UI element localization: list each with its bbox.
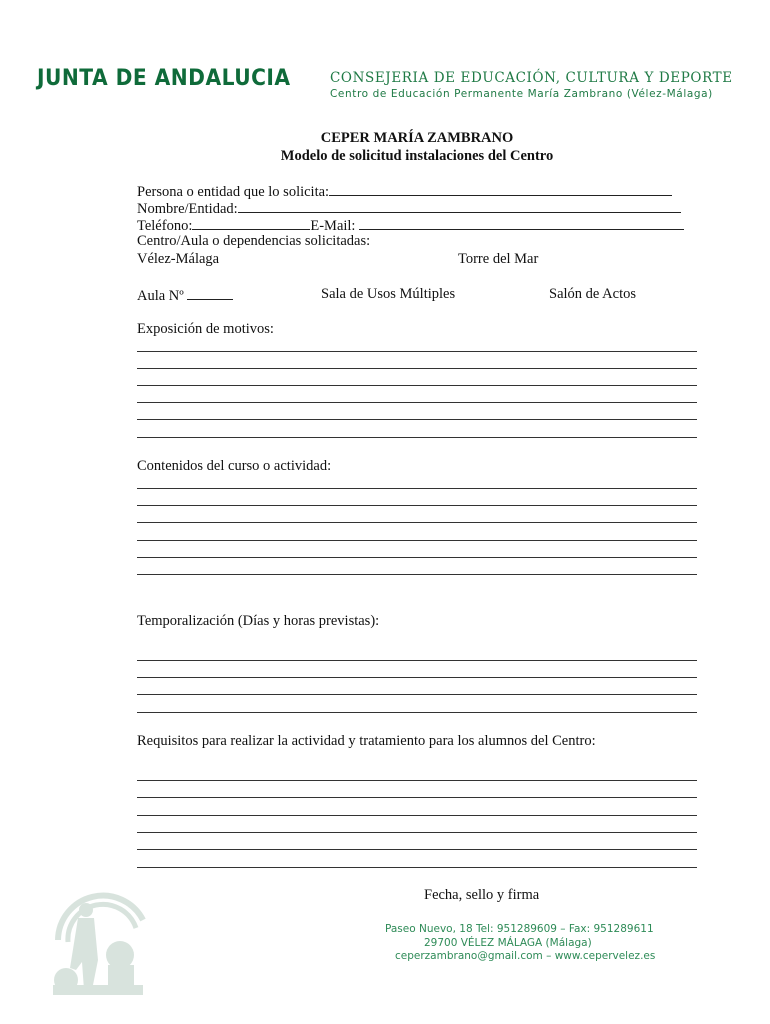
requisitos-line[interactable] [137, 780, 697, 781]
motivos-line[interactable] [137, 351, 697, 352]
temporalizacion-line[interactable] [137, 677, 697, 678]
requisitos-line[interactable] [137, 832, 697, 833]
telefono-blank[interactable] [192, 216, 310, 230]
contenidos-line[interactable] [137, 488, 697, 489]
consejeria-heading: CONSEJERIA DE EDUCACIÓN, CULTURA Y DEPORTE [330, 70, 733, 86]
aula-blank[interactable] [187, 286, 233, 300]
contenidos-heading: Contenidos del curso o actividad: [137, 458, 332, 474]
persona-blank[interactable] [329, 182, 672, 196]
temporalizacion-line[interactable] [137, 712, 697, 713]
signature-label: Fecha, sello y firma [424, 887, 540, 903]
requisitos-line[interactable] [137, 815, 697, 816]
motivos-line[interactable] [137, 419, 697, 420]
option-velez[interactable]: Vélez-Málaga [137, 251, 220, 267]
motivos-line[interactable] [137, 385, 697, 386]
persona-label: Persona o entidad que lo solicita: [137, 184, 330, 200]
email-label: E-Mail: [310, 218, 356, 234]
temporalizacion-heading: Temporalización (Días y horas previstas): [137, 613, 380, 629]
requisitos-line[interactable] [137, 867, 697, 868]
requisitos-heading: Requisitos para realizar la actividad y tratamiento para los alumnos del Centro: [137, 733, 596, 749]
option-torre[interactable]: Torre del Mar [458, 251, 539, 267]
telefono-label: Teléfono: [137, 218, 193, 234]
contenidos-line[interactable] [137, 574, 697, 575]
option-sala[interactable]: Sala de Usos Múltiples [321, 286, 456, 302]
motivos-line[interactable] [137, 437, 697, 438]
contenidos-line[interactable] [137, 522, 697, 523]
centro-subheading: Centro de Educación Permanente María Zambrano (Vélez-Málaga) [330, 88, 713, 100]
requisitos-line[interactable] [137, 797, 697, 798]
centro-label: Centro/Aula o dependencias solicitadas: [137, 233, 371, 249]
contenidos-line[interactable] [137, 557, 697, 558]
aula-label: Aula Nº [137, 288, 184, 304]
contenidos-line[interactable] [137, 505, 697, 506]
temporalizacion-line[interactable] [137, 694, 697, 695]
motivos-line[interactable] [137, 368, 697, 369]
motivos-line[interactable] [137, 402, 697, 403]
junta-andalucia-logo: JUNTA DE ANDALUCIA [37, 66, 291, 91]
andalucia-seal-watermark [48, 850, 148, 1000]
requisitos-line[interactable] [137, 849, 697, 850]
footer-address: Paseo Nuevo, 18 Tel: 951289609 – Fax: 951289611 [385, 923, 654, 935]
motivos-heading: Exposición de motivos: [137, 321, 274, 337]
document-subtitle: Modelo de solicitud instalaciones del Centro [280, 148, 554, 164]
aula-field[interactable] [137, 286, 233, 305]
footer-city: 29700 VÉLEZ MÁLAGA (Málaga) [424, 937, 592, 949]
temporalizacion-line[interactable] [137, 660, 697, 661]
nombre-blank[interactable] [238, 199, 681, 213]
email-blank[interactable] [359, 216, 684, 230]
nombre-label: Nombre/Entidad: [137, 201, 238, 217]
footer-contact: ceperzambrano@gmail.com – www.cepervelez.es [395, 950, 656, 962]
contenidos-line[interactable] [137, 540, 697, 541]
document-title: CEPER MARÍA ZAMBRANO [320, 130, 514, 146]
option-salon[interactable]: Salón de Actos [549, 286, 636, 302]
